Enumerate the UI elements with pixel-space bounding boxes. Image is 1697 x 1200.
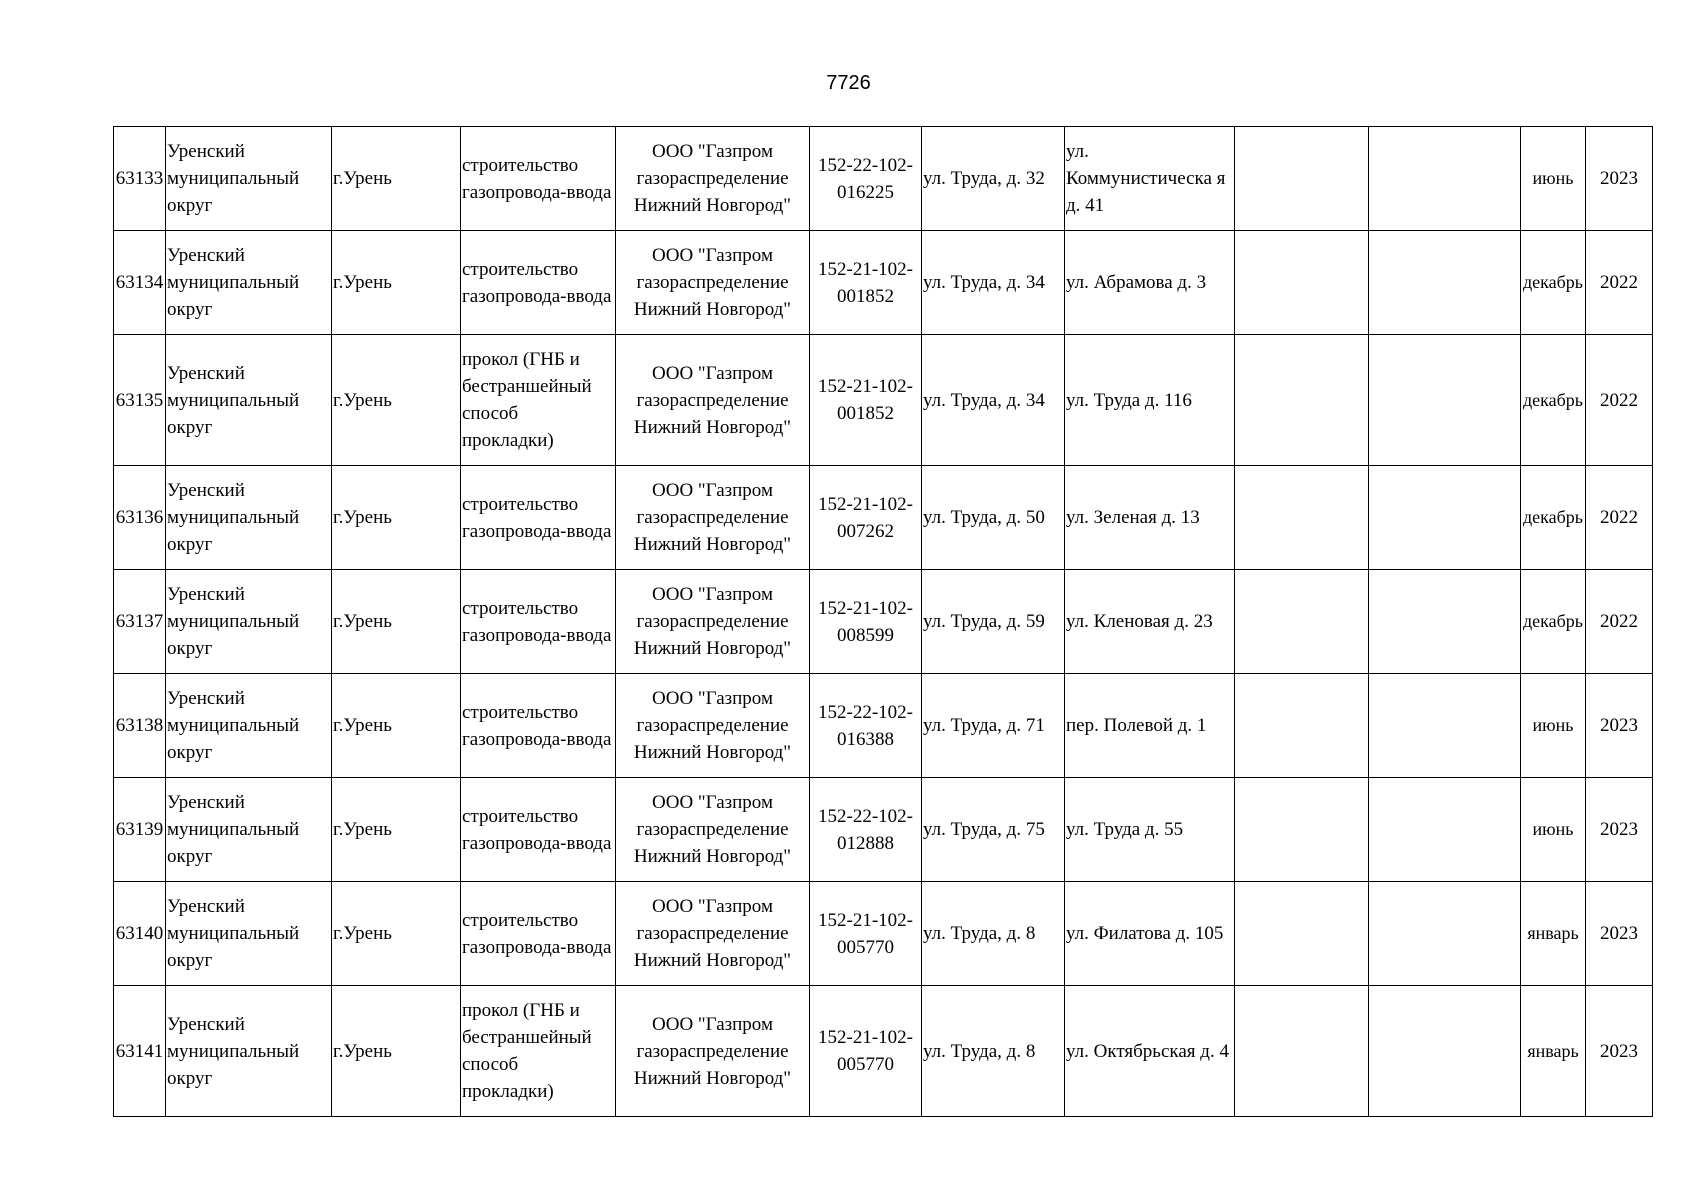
month-cell: январь xyxy=(1521,882,1586,986)
empty-cell xyxy=(1235,127,1369,231)
locality-cell: г.Урень xyxy=(332,778,461,882)
organization-cell: ООО "Газпром газораспределение Нижний Новгород" xyxy=(616,674,810,778)
empty-cell xyxy=(1369,674,1521,778)
table-row xyxy=(114,570,1653,674)
year-cell: 2023 xyxy=(1586,882,1653,986)
locality-cell: г.Урень xyxy=(332,335,461,466)
empty-cell xyxy=(1235,466,1369,570)
table-row xyxy=(114,986,1653,1117)
locality-cell: г.Урень xyxy=(332,231,461,335)
from-address-cell: ул. Труда, д. 32 xyxy=(922,127,1065,231)
empty-cell xyxy=(1235,335,1369,466)
month-cell: декабрь xyxy=(1521,570,1586,674)
year-cell: 2023 xyxy=(1586,986,1653,1117)
locality-cell: г.Урень xyxy=(332,882,461,986)
code-cell: 152-21-102-007262 xyxy=(810,466,922,570)
organization-cell: ООО "Газпром газораспределение Нижний Новгород" xyxy=(616,231,810,335)
from-address-cell: ул. Труда, д. 75 xyxy=(922,778,1065,882)
locality-cell: г.Урень xyxy=(332,466,461,570)
year-cell: 2022 xyxy=(1586,570,1653,674)
locality-cell: г.Урень xyxy=(332,570,461,674)
empty-cell xyxy=(1235,986,1369,1117)
work-type-cell: строительство газопровода-ввода xyxy=(461,231,616,335)
empty-cell xyxy=(1369,570,1521,674)
code-cell: 152-21-102-001852 xyxy=(810,231,922,335)
row-number: 63135 xyxy=(114,335,166,466)
district-cell: Уренский муниципальный округ xyxy=(166,231,332,335)
month-cell: декабрь xyxy=(1521,466,1586,570)
code-cell: 152-21-102-005770 xyxy=(810,986,922,1117)
registry-table xyxy=(113,126,1653,1117)
empty-cell xyxy=(1235,778,1369,882)
year-cell: 2022 xyxy=(1586,231,1653,335)
district-cell: Уренский муниципальный округ xyxy=(166,127,332,231)
page-number: 7726 xyxy=(826,72,871,94)
code-cell: 152-21-102-008599 xyxy=(810,570,922,674)
district-cell: Уренский муниципальный округ xyxy=(166,986,332,1117)
empty-cell xyxy=(1369,335,1521,466)
work-type-cell: строительство газопровода-ввода xyxy=(461,570,616,674)
year-cell: 2023 xyxy=(1586,674,1653,778)
from-address-cell: ул. Труда, д. 8 xyxy=(922,986,1065,1117)
month-cell: июнь xyxy=(1521,127,1586,231)
table-row xyxy=(114,127,1653,231)
from-address-cell: ул. Труда, д. 8 xyxy=(922,882,1065,986)
code-cell: 152-21-102-005770 xyxy=(810,882,922,986)
empty-cell xyxy=(1369,127,1521,231)
year-cell: 2023 xyxy=(1586,127,1653,231)
table-row xyxy=(114,778,1653,882)
row-number: 63141 xyxy=(114,986,166,1117)
row-number: 63138 xyxy=(114,674,166,778)
organization-cell: ООО "Газпром газораспределение Нижний Новгород" xyxy=(616,986,810,1117)
from-address-cell: ул. Труда, д. 50 xyxy=(922,466,1065,570)
district-cell: Уренский муниципальный округ xyxy=(166,778,332,882)
to-address-cell: ул. Труда д. 55 xyxy=(1065,778,1235,882)
work-type-cell: строительство газопровода-ввода xyxy=(461,674,616,778)
district-cell: Уренский муниципальный округ xyxy=(166,335,332,466)
row-number: 63137 xyxy=(114,570,166,674)
to-address-cell: ул. Филатова д. 105 xyxy=(1065,882,1235,986)
code-cell: 152-22-102-016225 xyxy=(810,127,922,231)
row-number: 63140 xyxy=(114,882,166,986)
year-cell: 2022 xyxy=(1586,466,1653,570)
month-cell: июнь xyxy=(1521,674,1586,778)
to-address-cell: ул. Кленовая д. 23 xyxy=(1065,570,1235,674)
to-address-cell: пер. Полевой д. 1 xyxy=(1065,674,1235,778)
work-type-cell: строительство газопровода-ввода xyxy=(461,882,616,986)
year-cell: 2023 xyxy=(1586,778,1653,882)
empty-cell xyxy=(1369,466,1521,570)
district-cell: Уренский муниципальный округ xyxy=(166,882,332,986)
from-address-cell: ул. Труда, д. 71 xyxy=(922,674,1065,778)
month-cell: июнь xyxy=(1521,778,1586,882)
empty-cell xyxy=(1235,570,1369,674)
empty-cell xyxy=(1235,674,1369,778)
organization-cell: ООО "Газпром газораспределение Нижний Новгород" xyxy=(616,335,810,466)
district-cell: Уренский муниципальный округ xyxy=(166,674,332,778)
year-cell: 2022 xyxy=(1586,335,1653,466)
table-row xyxy=(114,231,1653,335)
table-row xyxy=(114,335,1653,466)
work-type-cell: прокол (ГНБ и бестраншейный способ прокладки) xyxy=(461,335,616,466)
work-type-cell: строительство газопровода-ввода xyxy=(461,127,616,231)
empty-cell xyxy=(1235,882,1369,986)
organization-cell: ООО "Газпром газораспределение Нижний Новгород" xyxy=(616,882,810,986)
month-cell: декабрь xyxy=(1521,335,1586,466)
work-type-cell: прокол (ГНБ и бестраншейный способ прокладки) xyxy=(461,986,616,1117)
to-address-cell: ул. Зеленая д. 13 xyxy=(1065,466,1235,570)
to-address-cell: ул. Абрамова д. 3 xyxy=(1065,231,1235,335)
row-number: 63136 xyxy=(114,466,166,570)
empty-cell xyxy=(1235,231,1369,335)
empty-cell xyxy=(1369,778,1521,882)
table-row xyxy=(114,466,1653,570)
from-address-cell: ул. Труда, д. 34 xyxy=(922,335,1065,466)
code-cell: 152-22-102-012888 xyxy=(810,778,922,882)
code-cell: 152-22-102-016388 xyxy=(810,674,922,778)
empty-cell xyxy=(1369,986,1521,1117)
to-address-cell: ул. Октябрьская д. 4 xyxy=(1065,986,1235,1117)
code-cell: 152-21-102-001852 xyxy=(810,335,922,466)
district-cell: Уренский муниципальный округ xyxy=(166,466,332,570)
to-address-cell: ул. Труда д. 116 xyxy=(1065,335,1235,466)
organization-cell: ООО "Газпром газораспределение Нижний Новгород" xyxy=(616,466,810,570)
organization-cell: ООО "Газпром газораспределение Нижний Новгород" xyxy=(616,127,810,231)
month-cell: декабрь xyxy=(1521,231,1586,335)
work-type-cell: строительство газопровода-ввода xyxy=(461,778,616,882)
locality-cell: г.Урень xyxy=(332,986,461,1117)
locality-cell: г.Урень xyxy=(332,674,461,778)
district-cell: Уренский муниципальный округ xyxy=(166,570,332,674)
work-type-cell: строительство газопровода-ввода xyxy=(461,466,616,570)
empty-cell xyxy=(1369,882,1521,986)
to-address-cell: ул. Коммунистическа я д. 41 xyxy=(1065,127,1235,231)
from-address-cell: ул. Труда, д. 59 xyxy=(922,570,1065,674)
organization-cell: ООО "Газпром газораспределение Нижний Новгород" xyxy=(616,570,810,674)
row-number: 63139 xyxy=(114,778,166,882)
table-row xyxy=(114,882,1653,986)
row-number: 63134 xyxy=(114,231,166,335)
locality-cell: г.Урень xyxy=(332,127,461,231)
from-address-cell: ул. Труда, д. 34 xyxy=(922,231,1065,335)
table-row xyxy=(114,674,1653,778)
organization-cell: ООО "Газпром газораспределение Нижний Новгород" xyxy=(616,778,810,882)
row-number: 63133 xyxy=(114,127,166,231)
empty-cell xyxy=(1369,231,1521,335)
month-cell: январь xyxy=(1521,986,1586,1117)
